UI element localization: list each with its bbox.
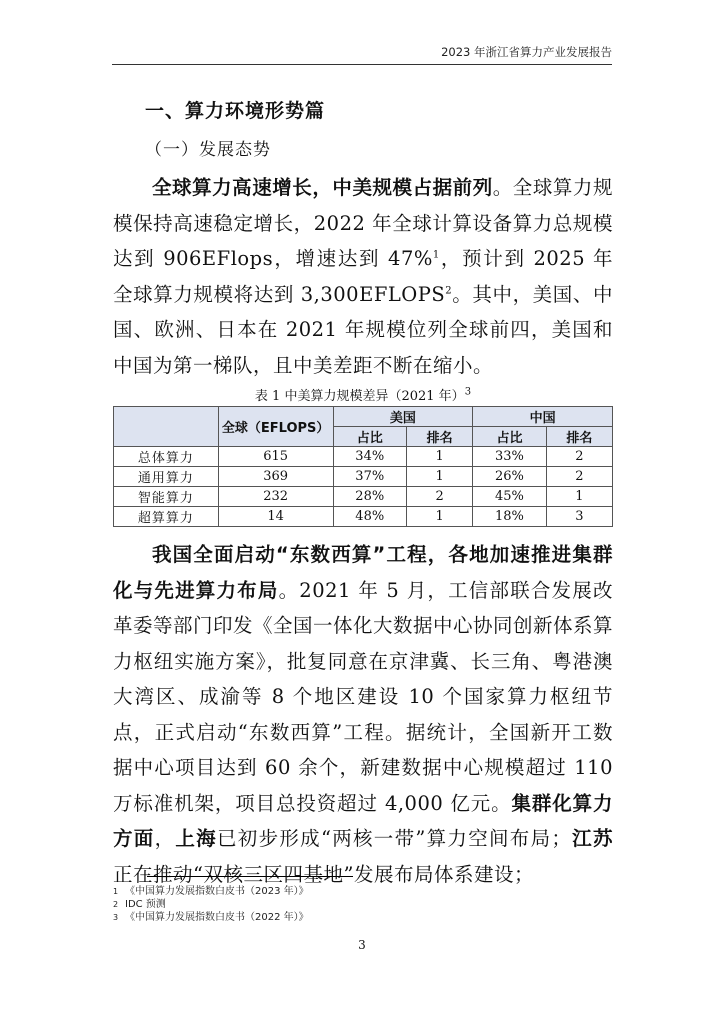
footnote-item	[113, 898, 613, 911]
table-row	[114, 447, 613, 467]
table-caption	[113, 385, 613, 404]
footnote-ref[interactable]: 1	[432, 249, 440, 261]
paragraph-east-data-west-compute	[113, 537, 613, 892]
us-share: 28%	[333, 487, 406, 507]
footnote-text: 《中国算力发展指数白皮书（2023 年）》	[125, 886, 309, 897]
paragraph-lead: 全球算力高速增长，中美规模占据前列	[152, 176, 493, 199]
cn-share: 33%	[473, 447, 546, 467]
footnote-text: IDC 预测	[125, 899, 166, 910]
us-share: 34%	[333, 447, 406, 467]
cn-rank: 2	[546, 447, 612, 467]
page-number: 3	[358, 938, 366, 952]
us-share-header: 占比	[333, 427, 406, 447]
paragraph-text: ，	[154, 827, 176, 850]
footnote-divider	[147, 876, 353, 877]
paragraph-emphasis: 集群化算力方面	[113, 791, 613, 850]
us-rank: 1	[406, 447, 472, 467]
global-value: 232	[218, 487, 333, 507]
cn-rank: 3	[546, 507, 612, 527]
footnote-item	[113, 885, 613, 898]
subsection-title: （一）发展态势	[145, 140, 271, 160]
cn-share: 26%	[473, 467, 546, 487]
row-label: 总体算力	[114, 447, 219, 467]
paragraph-text: 。全球算力规模保持高速稳定增长，2022 年全球计算设备算力总规模达到 906EFlops，增速达到 47%	[113, 176, 613, 270]
footnotes	[113, 876, 613, 924]
section-title: 一、算力环境形势篇	[145, 100, 326, 122]
footnote-ref[interactable]: 3	[464, 386, 472, 398]
cn-rank-header: 排名	[546, 427, 612, 447]
cn-rank: 2	[546, 467, 612, 487]
cn-share: 18%	[473, 507, 546, 527]
row-label: 智能算力	[114, 487, 219, 507]
cn-share-header: 占比	[473, 427, 546, 447]
global-header: 全球（EFLOPS）	[218, 407, 333, 447]
footnote-number: 3	[113, 913, 119, 922]
paragraph-text: ，预计到 2025 年全球算力规模将达到 3,300EFLOPS	[113, 247, 613, 306]
footnote-text: 《中国算力发展指数白皮书（2022 年）》	[125, 912, 309, 923]
paragraph-text: 。2021 年 5 月，工信部联合发展改革委等部门印发《全国一体化大数据中心协同创新体系算力枢纽实施方案》，批复同意在京津冀、长三角、粤港澳大湾区、成渝等 8 个地区建设 10 个国家算力枢纽节点，正式启动“东数西算”工程。据统计，全国新开工数据中心项目达到 60 余个，新建数据中心规模超过 110 万标准机架，项目总投资超过 4,000 亿元。	[113, 578, 614, 815]
paragraph-lead: 我国全面启动“东数西算”工程，各地加速推进集群化与先进算力布局	[113, 543, 613, 602]
row-label: 超算算力	[114, 507, 219, 527]
table-caption-text: 表 1 中美算力规模差异（2021 年）	[254, 389, 465, 404]
paragraph-emphasis: 上海	[175, 827, 217, 850]
paragraph-emphasis: 江苏	[571, 827, 613, 850]
footnote-number: 1	[113, 887, 119, 896]
cn-rank: 1	[546, 487, 612, 507]
global-value: 14	[218, 507, 333, 527]
table-corner-cell	[114, 407, 219, 447]
us-header: 美国	[333, 407, 473, 427]
page-content	[113, 86, 613, 892]
us-rank: 1	[406, 507, 472, 527]
paragraph-global-compute	[113, 170, 613, 383]
table-row	[114, 467, 613, 487]
cn-share: 45%	[473, 487, 546, 507]
page-header: 2023 年浙江省算力产业发展报告	[112, 44, 612, 65]
global-value: 369	[218, 467, 333, 487]
us-rank: 1	[406, 467, 472, 487]
compute-comparison-table	[113, 406, 613, 527]
paragraph-text: 已初步形成“两核一带”算力空间布局；	[216, 827, 572, 850]
us-rank: 2	[406, 487, 472, 507]
table-row	[114, 507, 613, 527]
footnote-item	[113, 911, 613, 924]
table-row	[114, 487, 613, 507]
cn-header: 中国	[473, 407, 613, 427]
us-share: 48%	[333, 507, 406, 527]
row-label: 通用算力	[114, 467, 219, 487]
us-rank-header: 排名	[406, 427, 472, 447]
us-share: 37%	[333, 467, 406, 487]
paragraph-text: 正在推动“双核三区四基地”发展布局体系建设；	[113, 862, 534, 886]
footnote-number: 2	[113, 900, 119, 909]
footnote-ref[interactable]: 2	[445, 285, 453, 296]
paragraph-text: 。其中，美国、中国、欧洲、日本在 2021 年规模位列全球前四，美国和中国为第一梯队，且中美差距不断在缩小。	[113, 282, 613, 377]
global-value: 615	[218, 447, 333, 467]
